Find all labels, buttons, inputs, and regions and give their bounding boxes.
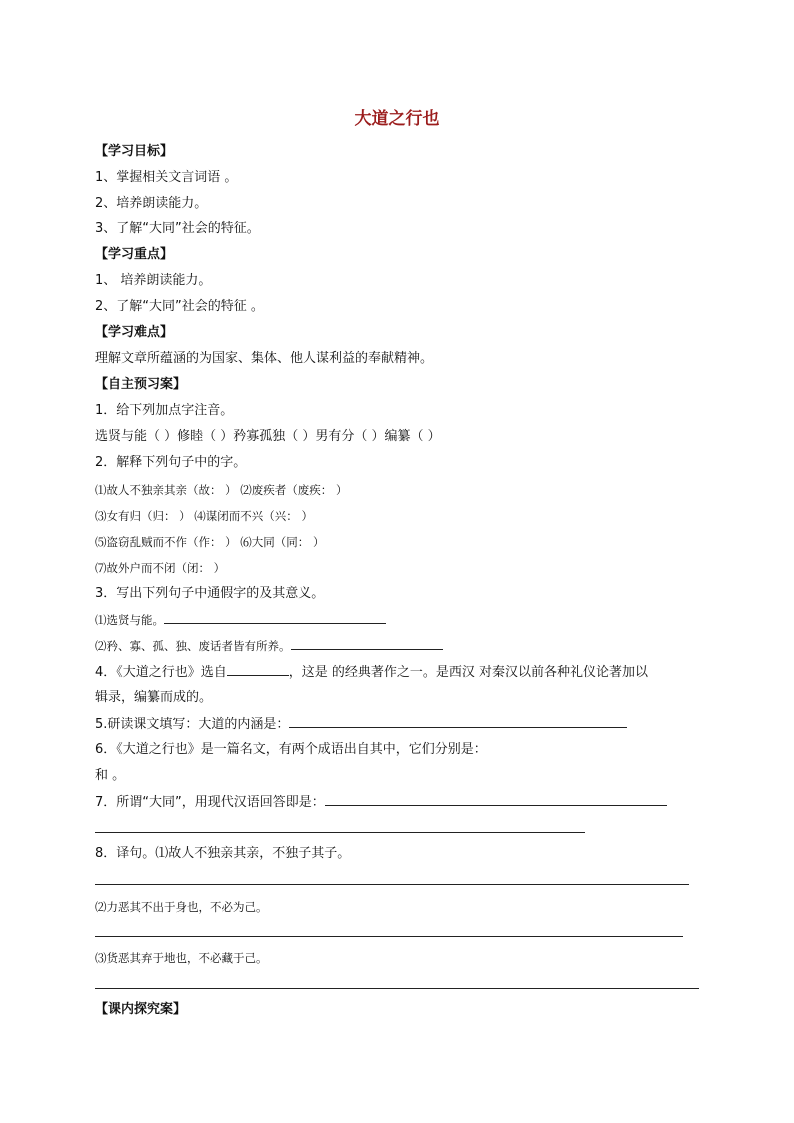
answer-line[interactable] bbox=[95, 884, 689, 885]
question-3-line-text: ⑴选贤与能。 bbox=[95, 613, 164, 627]
question-2-line: ⑶女有归（归： ） ⑷谋闭而不兴（兴： ） bbox=[95, 509, 313, 523]
answer-line[interactable] bbox=[95, 832, 585, 833]
question-5 bbox=[95, 715, 627, 734]
question-3-line-text: ⑵矜、寡、孤、独、废话者皆有所养。 bbox=[95, 639, 291, 653]
question-1: 1．给下列加点字注音。 bbox=[95, 403, 234, 418]
difficulty-text: 理解文章所蕴涵的为国家、集体、他人谋利益的奉献精神。 bbox=[95, 351, 434, 366]
question-2: 2．解释下列句子中的字。 bbox=[95, 455, 247, 470]
question-6-line2: 和 。 bbox=[95, 768, 126, 783]
question-5-text: 5.研读课文填写：大道的内涵是： bbox=[95, 717, 290, 732]
answer-blank[interactable] bbox=[227, 663, 289, 676]
page-title: 大道之行也 bbox=[354, 109, 440, 129]
question-3: 3．写出下列句子中通假字的及其意义。 bbox=[95, 586, 325, 601]
keypoint-item: 2、了解“大同”社会的特征 。 bbox=[95, 299, 264, 314]
question-8-line: ⑶货恶其弃于地也，不必藏于己。 bbox=[95, 951, 268, 965]
preview-heading: 【自主预习案】 bbox=[95, 377, 187, 392]
question-7-text: 7．所谓“大同”，用现代汉语回答即是： bbox=[95, 795, 325, 810]
question-1-items: 选贤与能（ ）修睦（ ）矜寡孤独（ ）男有分（ ）编纂（ ） bbox=[95, 429, 441, 444]
question-7 bbox=[95, 793, 667, 812]
answer-line[interactable] bbox=[95, 988, 699, 989]
question-6: 6．《大道之行也》是一篇名文，有两个成语出自其中，它们分别是： bbox=[95, 742, 487, 757]
answer-blank[interactable] bbox=[325, 793, 667, 806]
answer-blank[interactable] bbox=[289, 715, 627, 728]
goals-heading: 【学习目标】 bbox=[95, 144, 174, 159]
question-3-line bbox=[95, 611, 386, 629]
question-4-line2: 辑录，编纂而成的。 bbox=[95, 690, 213, 705]
goal-item: 1、掌握相关文言词语 。 bbox=[95, 170, 238, 185]
question-4-part2: ，这是 的经典著作之一。是西汉 对秦汉以前各种礼仪论著加以 bbox=[288, 665, 649, 680]
question-2-line: ⑸盗窃乱贼而不作（作： ） ⑹大同（同： ） bbox=[95, 535, 325, 549]
answer-line[interactable] bbox=[95, 936, 683, 937]
answer-blank[interactable] bbox=[164, 611, 386, 624]
keypoints-heading: 【学习重点】 bbox=[95, 247, 174, 262]
question-3-line bbox=[95, 637, 443, 655]
question-2-line: ⑺故外户而不闭（闭： ） bbox=[95, 561, 226, 575]
goal-item: 3、了解“大同”社会的特征。 bbox=[95, 221, 260, 236]
question-4 bbox=[95, 663, 648, 682]
question-2-line: ⑴故人不独亲其亲（故： ） ⑵废疾者（废疾： ） bbox=[95, 483, 348, 497]
question-8: 8．译句。⑴故人不独亲其亲，不独子其子。 bbox=[95, 846, 351, 861]
difficulty-heading: 【学习难点】 bbox=[95, 325, 174, 340]
question-4-part1: 4．《大道之行也》选自 bbox=[95, 665, 227, 680]
explore-heading: 【课内探究案】 bbox=[95, 1002, 187, 1017]
keypoint-item: 1、 培养朗读能力。 bbox=[95, 273, 212, 288]
goal-item: 2、培养朗读能力。 bbox=[95, 196, 208, 211]
answer-blank[interactable] bbox=[291, 637, 443, 650]
question-8-line: ⑵力恶其不出于身也，不必为己。 bbox=[95, 900, 268, 914]
